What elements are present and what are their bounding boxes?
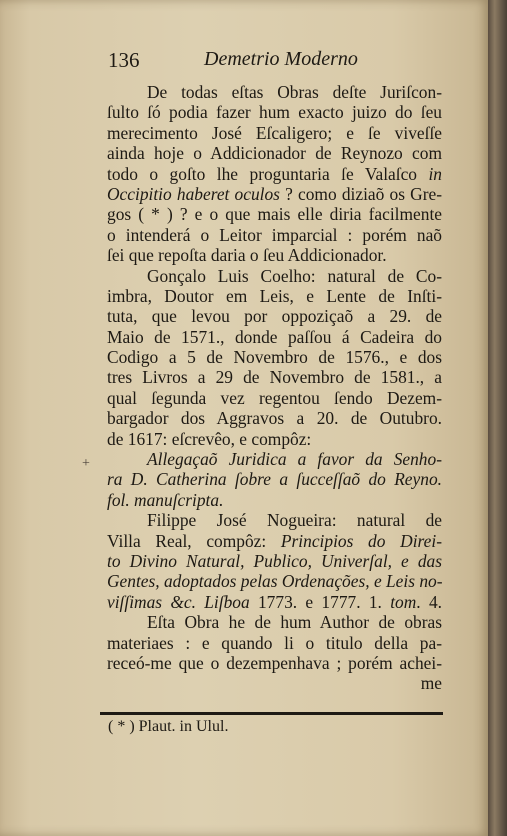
page-edge bbox=[488, 0, 507, 836]
text-line: Occipitio haberet oculos ? como diziaõ os Gre- bbox=[107, 183, 442, 204]
page-header bbox=[108, 48, 448, 74]
text-line: Allegaçaõ Juridica a favor da Senho- bbox=[147, 449, 442, 470]
text-line: viſſimas &c. Liſboa 1773. e 1777. 1. tom. 4. bbox=[107, 591, 442, 612]
text-line: qual ſegunda vez regentou ſendo Dezem- bbox=[107, 387, 442, 408]
text-line: Eſta Obra he de hum Author de obras bbox=[147, 612, 442, 633]
text-line: me bbox=[420, 673, 442, 694]
text-line: merecimento José Eſcaligero; e ſe viveſſe bbox=[107, 122, 442, 143]
text-line: bargador dos Aggravos a 20. de Outubro. bbox=[107, 408, 442, 429]
text-line: gos ( * ) ? e o que mais elle diria facilmente bbox=[107, 204, 442, 225]
text-line: receó-me que o dezempenhava ; porém achei- bbox=[107, 652, 442, 673]
text-line: to Divino Natural, Publico, Univerſal, e das bbox=[107, 550, 442, 571]
margin-mark: + bbox=[82, 456, 90, 471]
text-line: Filippe José Nogueira: natural de bbox=[147, 510, 442, 531]
text-line: fol. manuſcripta. bbox=[107, 489, 224, 510]
text-line: ainda hoje o Addicionador de Reynozo com bbox=[107, 143, 442, 164]
text-line: ſulto ſó podia fazer hum exacto juizo do ſeu bbox=[107, 102, 442, 123]
text-line: Codigo a 5 de Novembro de 1576., e dos bbox=[107, 347, 442, 368]
text-line: materiaes : e quando li o titulo della pa- bbox=[107, 632, 442, 653]
text-line: Gentes, adoptados pelas Ordenações, e Leis no- bbox=[107, 571, 443, 592]
running-title: Demetrio Moderno bbox=[204, 48, 358, 70]
text-line: De todas eſtas Obras deſte Juriſcon- bbox=[147, 82, 442, 102]
footnote-rule bbox=[100, 712, 443, 715]
text-line: Maio de 1571., donde paſſou á Cadeira do bbox=[107, 326, 442, 347]
text-line: tres Livros a 29 de Novembro de 1581., a bbox=[107, 367, 442, 388]
text-line: o intenderá o Leitor imparcial : porém naõ bbox=[107, 224, 442, 245]
text-line: de 1617: eſcrevêo, e compôz: bbox=[107, 428, 312, 449]
text-line: ra D. Catherina ſobre a ſucceſſaõ do Reyno. bbox=[107, 469, 442, 490]
footnote: ( * ) Plaut. in Ulul. bbox=[108, 718, 229, 735]
text-line: Villa Real, compôz: Principios do Direi- bbox=[107, 530, 442, 551]
body-text bbox=[107, 82, 442, 694]
page-number: 136 bbox=[108, 48, 140, 72]
text-line: tuta, que levou por oppoziçaõ a 29. de bbox=[107, 306, 442, 327]
text-line: ſei que repoſta daria o ſeu Addicionador. bbox=[107, 245, 387, 266]
text-line: imbra, Doutor em Leis, e Lente de Inſti- bbox=[107, 285, 442, 306]
text-line: todo o goſto lhe proguntaria ſe Valaſco in bbox=[107, 163, 442, 184]
text-line: Gonçalo Luis Coelho: natural de Co- bbox=[147, 265, 442, 286]
